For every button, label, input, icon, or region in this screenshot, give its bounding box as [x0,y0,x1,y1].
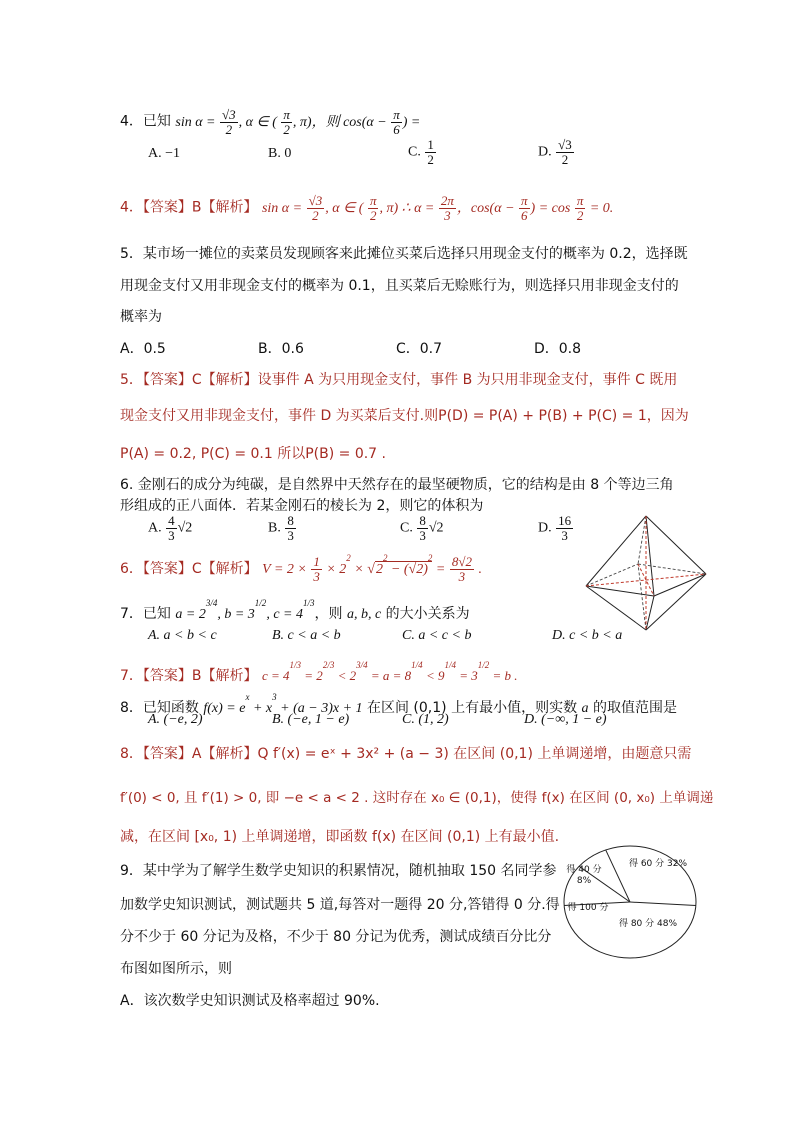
q6-answer-label: 6．【答案】C【解析】 [120,561,258,577]
q9-stem-line-2: 加数学史知识测试，测试题共 5 道,每答对一题得 20 分,答错得 0 分.得 [120,897,560,913]
q6-stem-line-2: 形组成的正八面体．若某金刚石的棱长为 2，则它的体积为 [120,498,484,514]
q7-answer-label: 7．【答案】B【解析】 [120,668,258,684]
q6-stem-line-1: 6. 金刚石的成分为纯碳，是自然界中天然存在的最坚硬物质，它的结构是由 8 个等边三角 [120,477,674,493]
q8-option-d: D. (−∞, 1 − e) [524,712,607,727]
q6-option-d: D. $\frac{16}{3}$ [538,513,572,543]
q7-option-a: A. a < b < c [148,628,217,643]
q8-answer-line-2: f′(0) < 0, 且 f′(1) > 0, 即 −e < a < 2 . 这时存在 x₀ ∈ (0,1)，使得 f(x) 在区间 (0, x₀) 上单调递 [120,790,714,806]
q8-stem: 8．已知函数 $f(x) = e^x + x^3 + (a - 3)x + 1$ 在区间 (0,1) 上有最小值，则实数 a 的取值范围是 [120,692,677,716]
q6-option-a: A. $\frac{4}{3}$ √2 [148,513,193,543]
q7-answer: 7．【答案】B【解析】 $c = 4^{1/3} = 2^{2/3} < 2^{3/4} = a = 8^{1/4} < 9^{1/4} = 3^{1/2} = b$ . [120,660,518,684]
octa-edge [586,586,646,630]
q7-stem-prefix: 7．已知 [120,606,171,622]
q9-stem-line-1: 9．某中学为了解学生数学史知识的积累情况，随机抽取 150 名同学参 [120,863,557,879]
score-distribution-pie-chart [562,844,698,960]
octa-edge [646,516,706,574]
q5-answer-line-1: 5．【答案】C【解析】设事件 A 为只用现金支付，事件 B 为只用非现金支付，事件 C 既用 [120,372,678,388]
q5-stem-line-1: 5．某市场一摊位的卖菜员发现顾客来此摊位买菜后选择只用现金支付的概率为 0.2，选择既 [120,246,688,262]
q8-answer-line-1: 8．【答案】A【解析】Q f′(x) = eˣ + 3x² + (a − 3) 在区间 (0,1) 上单调递增，由题意只需 [120,746,692,762]
q5-option-a: A．0.5 [120,341,166,357]
q4-stem-prefix: 4．已知 [120,113,171,130]
q4-answer-label: 4．【答案】B【解析】 [120,199,258,216]
q4-option-d: D. $\frac{√3}{2}$ [538,137,572,167]
q8-stem-prefix: 8．已知函数 [120,700,199,716]
q5-stem-line-2: 用现金支付又用非现金支付的概率为 0.1，且买菜后无赊账行为，则选择只用非现金支付的 [120,278,679,294]
q9-stem-line-3: 分不少于 60 分记为及格，不少于 80 分记为优秀，测试成绩百分比分 [120,929,552,945]
octa-edge [646,574,706,630]
q5-option-c: C．0.7 [396,341,443,357]
q5-answer-line-3: P(A) = 0.2, P(C) = 0.1 所以P(B) = 0.7 . [120,446,386,462]
pie-slice-label: 得 100 分 [567,903,609,913]
pie-slice-label: 得 40 分 8% [566,865,602,886]
q7-option-b: B. c < a < b [272,628,341,643]
octa-edge [586,516,646,586]
q4-answer: 4．【答案】B【解析】 sin α = $\frac{√3}{2}$ , α ∈ ( $\frac{\pi}{2}$ , π) ∴ α = $\frac{2\pi}{3}$ ，cos(α − $\frac{\pi}{6}$ ) = cos $\frac{\pi}{2}$ = 0. [120,193,614,223]
q9-stem-line-4: 布图如图所示，则 [120,961,232,977]
q5-answer-line-2: 现金支付又用非现金支付，事件 D 为买菜后支付.则P(D) = P(A) + P(B) + P(C) = 1，因为 [120,408,689,424]
q7-option-d: D. c < b < a [552,628,623,643]
q5-option-b: B．0.6 [258,341,304,357]
q7-option-c: C. a < c < b [402,628,472,643]
q4-option-c: C. $\frac{1}{2}$ [408,137,434,167]
q5-option-d: D．0.8 [534,341,582,357]
octa-hidden-edge [638,564,706,574]
q5-stem-line-3: 概率为 [120,309,162,325]
q4-stem-math: sin α = $\frac{√3}{2}$ , α ∈ ( $\frac{\pi}{2}$ , π)，则 cos(α − $\frac{\pi}{6}$ ) = [175,107,421,137]
octa-edge [646,596,654,630]
octa-hidden-edge [638,564,646,630]
q8-option-a: A. (−e, 2) [148,712,203,727]
q6-answer: 6．【答案】C【解析】 V = 2 × $\frac{1}{3}$ × $2^2 \times √2^2 - (√2)^2$ = $\frac{8√2}{3}$ . [120,553,482,585]
octa-edge [646,516,654,596]
q8-answer-line-3: 减，在区间 [x₀, 1) 上单调递增，即函数 f(x) 在区间 (0,1) 上有最小值. [120,829,560,845]
pie-slice-label: 得 60 分 32% [628,859,688,869]
q6-option-b: B. $\frac{8}{3}$ [268,513,294,543]
octa-edge [586,586,654,596]
q8-option-c: C. (1, 2) [402,712,449,727]
octahedron-figure [584,514,708,632]
octa-hidden-edge [586,564,638,586]
pie-slice-label: 得 80 分 48% [618,919,678,929]
octa-edge [654,574,706,596]
q8-option-b: B. (−e, 1 − e) [272,712,350,727]
q7-stem: 7．已知 $a = 2^{3/4}$, $b = 3^{1/2}$, $c = 4^{1/3}$，则 a, b, c 的大小关系为 [120,598,470,622]
q4-stem [120,108,420,137]
q4-option-a: A. −1 [148,146,181,161]
q9-option-a: A．该次数学史知识测试及格率超过 90%. [120,993,380,1009]
q4-option-b: B. 0 [268,146,292,161]
q6-option-c: C. $\frac{8}{3}$ √2 [400,513,444,543]
